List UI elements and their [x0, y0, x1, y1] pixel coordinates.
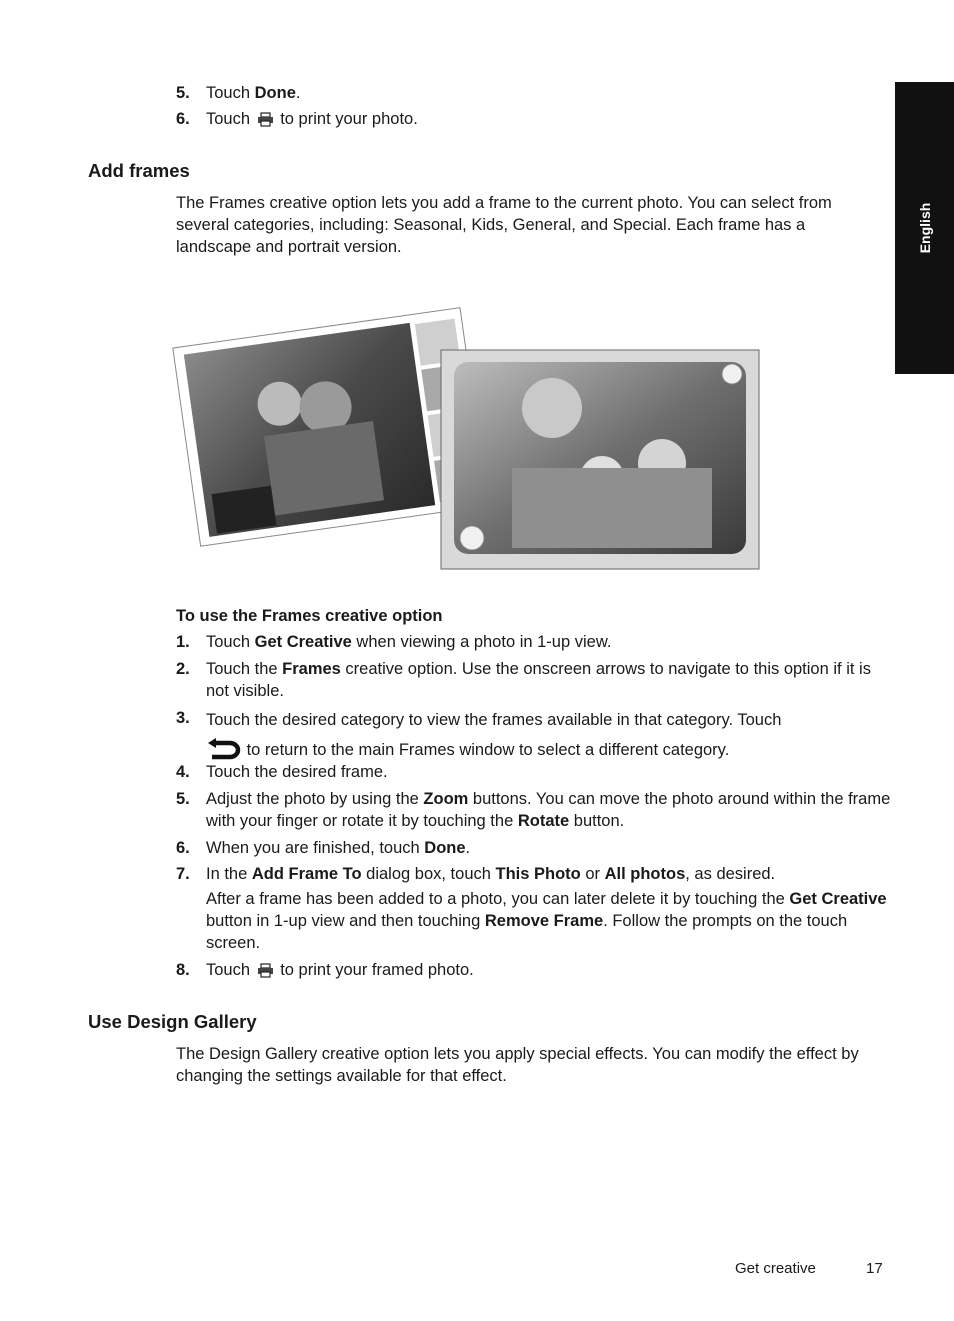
step-text: Touch the desired category to view the frames available in that category. Touch to return to the main Frames window to select a different category.	[206, 707, 896, 769]
step-text: Touch the Frames creative option. Use the onscreen arrows to navigate to this option if it is not visible.	[206, 660, 871, 700]
step-text: Touch Done.	[206, 84, 301, 102]
section-heading: Add frames	[88, 160, 190, 181]
step-number: 5.	[176, 84, 190, 102]
step-text: Touch the desired frame.	[206, 763, 388, 781]
printer-icon	[257, 962, 274, 984]
step-number: 6.	[176, 839, 190, 857]
step-text: Touch Get Creative when viewing a photo in 1-up view.	[206, 633, 612, 651]
step-text: Touch to print your framed photo.	[206, 959, 896, 984]
section-heading: Use Design Gallery	[88, 1011, 257, 1032]
step-text: In the Add Frame To dialog box, touch This Photo or All photos, as desired.	[206, 865, 776, 883]
printer-icon	[257, 111, 274, 133]
frames-illustration	[172, 288, 768, 578]
procedure-title: To use the Frames creative option	[176, 607, 443, 625]
step-number: 6.	[176, 110, 190, 128]
step-number: 2.	[176, 660, 190, 678]
section-intro: The Frames creative option lets you add a frame to the current photo. You can select from several categories, including: Seasonal, Kids, General, and Special. Each frame has a landscape and portrait version.	[176, 194, 832, 256]
portrait-frame-preview	[441, 350, 759, 569]
language-tab	[895, 82, 954, 374]
step-number: 1.	[176, 633, 190, 651]
step-text: When you are finished, touch Done.	[206, 839, 471, 857]
step-note: After a frame has been added to a photo, you can later delete it by touching the Get Creative button in 1-up view and then touching Remove Frame. Follow the prompts on the touch screen.	[206, 890, 887, 952]
page-number: 17	[866, 1260, 883, 1277]
step-number: 4.	[176, 763, 190, 781]
step-number: 5.	[176, 790, 190, 808]
section-intro: The Design Gallery creative option lets you apply special effects. You can modify the effect by changing the settings available for that effect.	[176, 1045, 859, 1085]
step-text: Adjust the photo by using the Zoom buttons. You can move the photo around within the frame with your finger or rotate it by touching the Rotate button.	[206, 790, 891, 830]
step-number: 3.	[176, 709, 190, 727]
step-number: 8.	[176, 961, 190, 979]
step-number: 7.	[176, 865, 190, 883]
step-text: Touch to print your photo.	[206, 108, 896, 133]
footer-section-name: Get creative	[735, 1260, 816, 1277]
language-tab-label: English	[916, 202, 933, 254]
